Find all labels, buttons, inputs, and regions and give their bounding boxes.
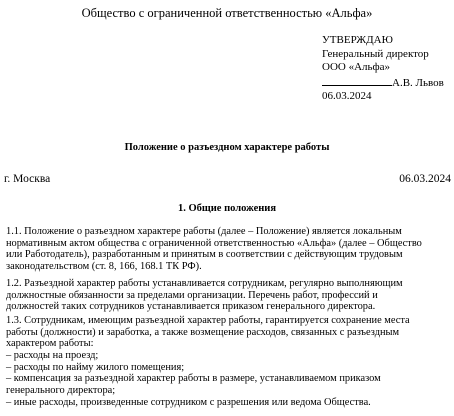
paragraph-line: 1.1. Положение о разъездном характере работы (далее – Положение) является локальным (6, 226, 402, 237)
approve-label: УТВЕРЖДАЮ (322, 34, 393, 46)
paragraph-line: должностные обязанности за пределами организации. Перечень работ, профессий и (6, 289, 378, 301)
paragraph-1-3 (6, 315, 450, 409)
approver-name: А.В. Львов (392, 76, 444, 89)
list-item: – компенсация за разъездной характер работы в размере, устанавливаемом приказом (6, 373, 381, 385)
list-item: генерального директора; (6, 385, 116, 397)
paragraph-line: законодательством (ст. 8, 166, 168.1 ТК РФ). (6, 261, 202, 273)
list-item: – иные расходы, произведенные сотрудником с разрешения или ведома Общества. (6, 396, 371, 408)
document-title: Положение о разъездном характере работы (124, 142, 330, 153)
signature-line (322, 75, 392, 86)
document-city: г. Москва (4, 173, 51, 185)
section-body (6, 226, 450, 409)
approver-company: ООО «Альфа» (322, 61, 391, 74)
paragraph-line: нормативным актом общества с ограниченной ответственностью «Альфа» (далее – Общество (6, 237, 422, 249)
approval-block (322, 34, 444, 104)
paragraph-line: 1.2. Разъездной характер работы устанавливается сотрудникам, регулярно выполняющим (6, 277, 403, 289)
list-item: – расходы на проезд; (6, 350, 99, 362)
approval-date: 06.03.2024 (322, 90, 372, 103)
paragraph-line: 1.3. Сотрудникам, имеющим разъездной характер работы, гарантируется сохранение места (6, 314, 410, 326)
signature-row (322, 75, 444, 91)
list-item: – расходы по найму жилого помещения; (6, 361, 185, 373)
paragraph-line: характером работы: (6, 338, 94, 350)
paragraph-line: должностей таких сотрудников устанавливается приказом генерального директора. (6, 301, 376, 313)
paragraph-line: или Работодатель), разработанным и принятым в соответствии с действующим трудовым (6, 249, 403, 261)
paragraph-1-2 (6, 278, 450, 313)
paragraph-line: работы (должности) и заработка, а также возмещение расходов, связанных с разъездным (6, 326, 400, 338)
document-date: 06.03.2024 (399, 173, 451, 185)
organization-name: Общество с ограниченной ответственностью «Альфа» (81, 6, 373, 20)
section-title: 1. Общие положения (177, 203, 277, 214)
approver-position: Генеральный директор (322, 47, 429, 60)
paragraph-1-1 (6, 226, 450, 273)
